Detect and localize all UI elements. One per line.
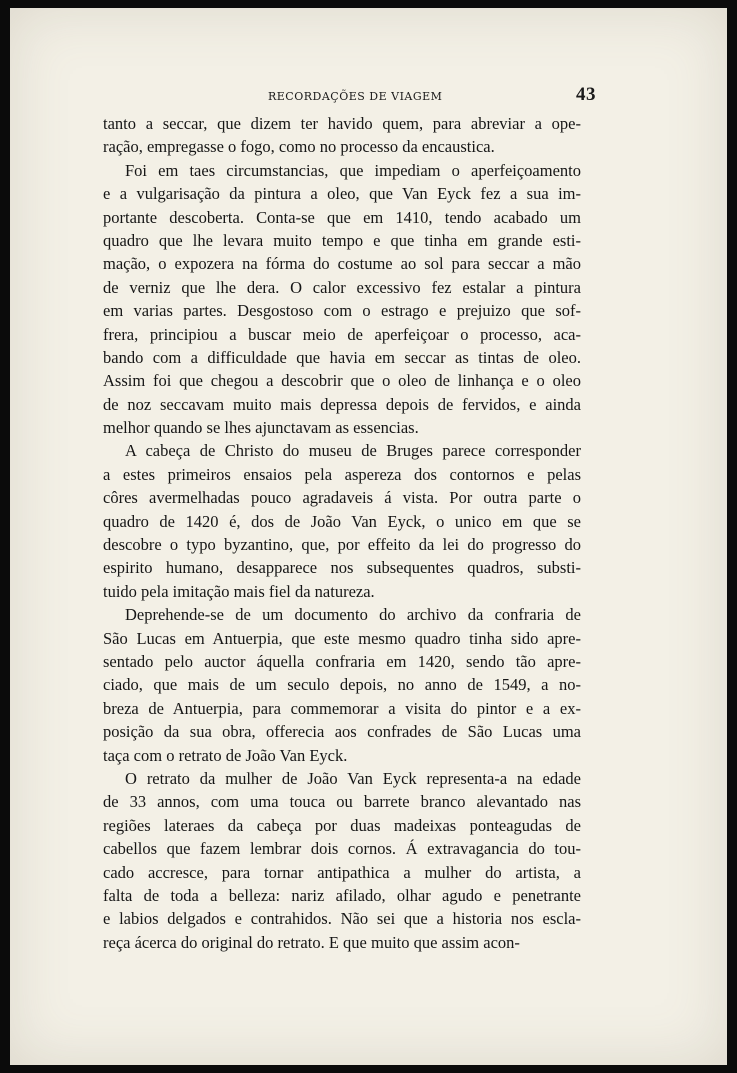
- text-line: de noz seccavam muito mais depressa depois de fervidos, e ainda: [103, 394, 581, 414]
- paragraph: [103, 159, 581, 440]
- text-line: espirito humano, desapparece nos subsequentes quadros, substi-: [103, 558, 581, 578]
- text-line: cado accresce, para tornar antipathica a mulher do artista, a: [103, 862, 581, 882]
- text-line: portante descoberta. Conta-se que em 1410, tendo acabado um: [103, 207, 581, 227]
- text-line: O retrato da mulher de João Van Eyck representa-a na edade: [125, 768, 581, 788]
- text-line: breza de Antuerpia, para commemorar a visita do pintor e a ex-: [103, 698, 581, 718]
- running-title: RECORDAÇÕES DE VIAGEM: [268, 90, 443, 103]
- page-number: 43: [576, 84, 596, 105]
- text-line: regiões lateraes da cabeça por duas madeixas ponteagudas de: [103, 815, 581, 835]
- paragraph: [103, 767, 581, 954]
- text-line: melhor quando se lhes ajunctavam as essencias.: [103, 418, 419, 438]
- paragraph: [103, 603, 581, 767]
- paragraph: [103, 112, 581, 159]
- text-line: cabellos que fazem lembrar dois cornos. Á extravagancia do tou-: [103, 839, 581, 859]
- text-line: Foi em taes circumstancias, que impediam o aperfeiçoamento: [125, 160, 581, 180]
- text-line: de 33 annos, com uma touca ou barrete branco alevantado nas: [103, 792, 581, 812]
- text-line: em varias partes. Desgostoso com o estrago e prejuizo que sof-: [103, 301, 581, 321]
- text-line: bando com a difficuldade que havia em seccar as tintas de oleo.: [103, 347, 581, 367]
- text-line: e labios delgados e contrahidos. Não sei que a historia nos escla-: [103, 909, 581, 929]
- text-line: taça com o retrato de João Van Eyck.: [103, 745, 348, 765]
- text-line: reça ácerca do original do retrato. E que muito que assim acon-: [103, 932, 520, 952]
- text-line: quadro que lhe levara muito tempo e que tinha em grande esti-: [103, 230, 581, 250]
- text-line: tuido pela imitação mais fiel da natureza.: [103, 581, 375, 601]
- text-line: côres avermelhadas pouco agradaveis á vista. Por outra parte o: [103, 488, 581, 508]
- text-line: sentado pelo auctor áquella confraria em 1420, sendo tão apre-: [103, 651, 581, 671]
- text-line: quadro de 1420 é, dos de João Van Eyck, o unico em que se: [103, 511, 581, 531]
- text-line: ciado, que mais de um seculo depois, no anno de 1549, a no-: [103, 675, 581, 695]
- text-line: São Lucas em Antuerpia, que este mesmo quadro tinha sido apre-: [103, 628, 581, 648]
- page-header: [268, 84, 598, 110]
- text-line: Deprehende-se de um documento do archivo da confraria de: [125, 605, 581, 625]
- text-line: de verniz que lhe dera. O calor excessivo fez estalar a pintura: [103, 277, 581, 297]
- text-line: tanto a seccar, que dizem ter havido quem, para abreviar a ope-: [103, 114, 581, 133]
- text-line: A cabeça de Christo do museu de Bruges parece corresponder: [125, 441, 581, 461]
- text-line: frera, principiou a buscar meio de aperfeiçoar o processo, aca-: [103, 324, 581, 344]
- text-line: falta de toda a belleza: nariz afilado, olhar agudo e penetrante: [103, 885, 581, 905]
- text-line: a estes primeiros ensaios pela aspereza dos contornos e pelas: [103, 464, 581, 484]
- text-line: mação, o expozera na fórma do costume ao sol para seccar a mão: [103, 254, 581, 274]
- text-line: descobre o typo byzantino, que, por effeito da lei do progresso do: [103, 535, 581, 555]
- text-line: e a vulgarisação da pintura a oleo, que Van Eyck fez a sua im-: [103, 184, 581, 204]
- paragraph: [103, 439, 581, 603]
- text-line: Assim foi que chegou a descobrir que o oleo de linhança e o oleo: [103, 371, 581, 391]
- body-text: [103, 112, 581, 954]
- text-line: posição da sua obra, offerecia aos confrades de São Lucas uma: [103, 722, 581, 742]
- text-line: ração, empregasse o fogo, como no processo da encaustica.: [103, 137, 495, 157]
